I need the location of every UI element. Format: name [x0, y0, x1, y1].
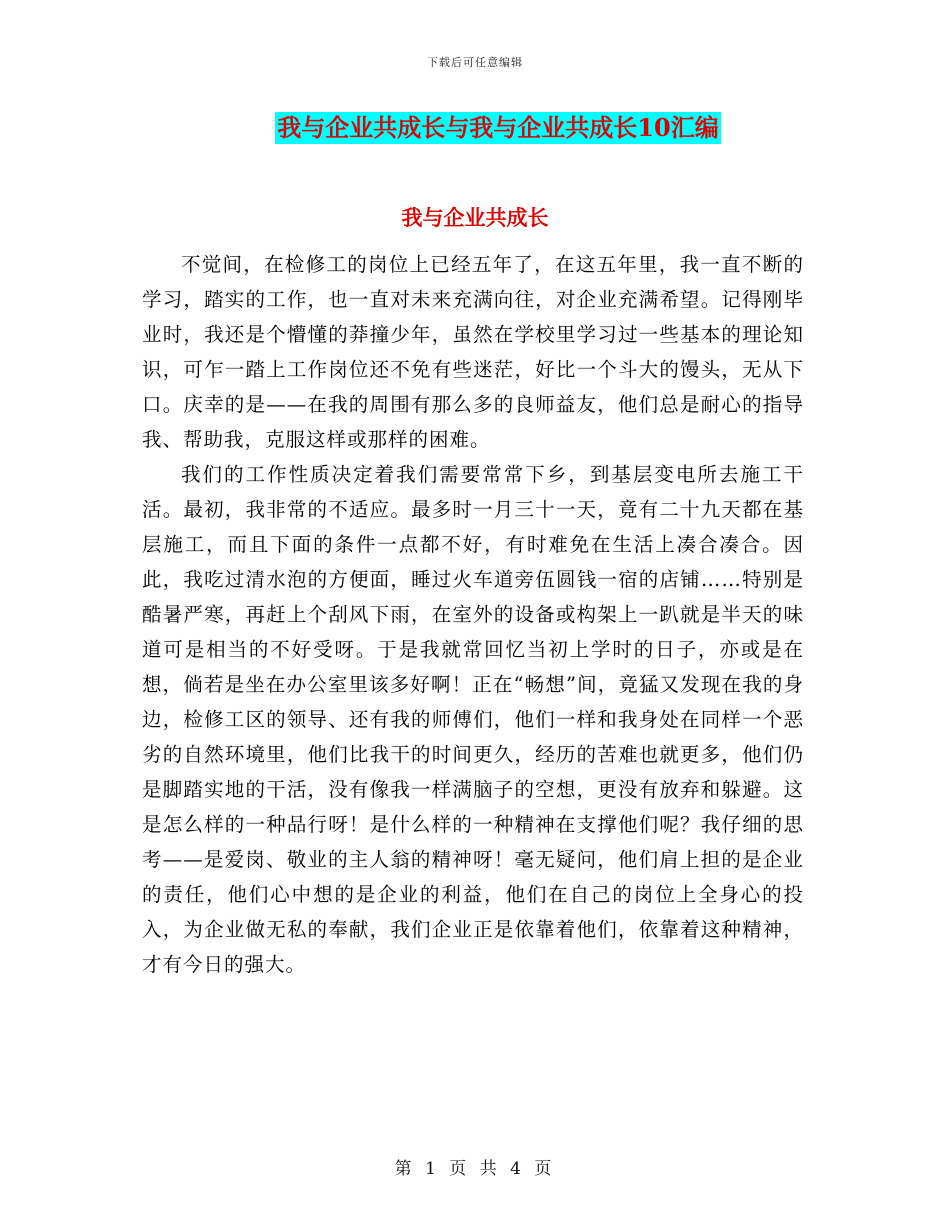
- document-title: 我与企业共成长与我与企业共成长10汇编: [277, 113, 719, 142]
- header-note: 下载后可任意编辑: [427, 56, 523, 69]
- paragraph: 不觉间，在检修工的岗位上已经五年了，在这五年里，我一直不断的学习，踏实的工作，也一直对未来充满向往，对企业充满希望。记得刚毕业时，我还是个懵懂的莽撞少年，虽然在学校里学习过一些基本的理论知识，可乍一踏上工作岗位还不免有些迷茫，好比一个斗大的馒头，无从下口。庆幸的是——在我的周围有那么多的良师益友，他们总是耐心的指导我、帮助我，克服这样或那样的困难。: [142, 253, 804, 451]
- paragraph: 我们的工作性质决定着我们需要常常下乡，到基层变电所去施工干活。最初，我非常的不适应。最多时一月三十一天，竟有二十九天都在基层施工，而且下面的条件一点都不好，有时难免在生活上凑合凑合。因此，我吃过清水泡的方便面，睡过火车道旁伍圆钱一宿的店铺……特别是酷暑严寒，再赶上个刮风下雨，在室外的设备或构架上一趴就是半天的味道可是相当的不好受呀。于是我就常回忆当初上学时的日子，亦或是在想，倘若是坐在办公室里该多好啊！正在“畅想”间，竟猛又发现在我的身边，检修工区的领导、还有我的师傅们，他们一样和我身处在同样一个恶劣的自然环境里，他们比我干的时间更久，经历的苦难也就更多，他们仍是脚踏实地的干活，没有像我一样满脑子的空想，更没有放弃和躲避。这是怎么样的一种品行呀！是什么样的一种精神在支撑他们呢？我仔细的思考——是爱岗、敬业的主人翁的精神呀！毫无疑问，他们肩上担的是企业的责任，他们心中想的是企业的利益，他们在自己的岗位上全身心的投入，为企业做无私的奉献，我们企业正是依靠着他们，依靠着这种精神，才有今日的强大。: [142, 463, 804, 976]
- document-body: [142, 247, 804, 982]
- section-title: 我与企业共成长: [401, 205, 549, 230]
- document-title-container: [0, 112, 950, 144]
- page-footer: 第 1 页 共 4 页: [394, 1159, 556, 1179]
